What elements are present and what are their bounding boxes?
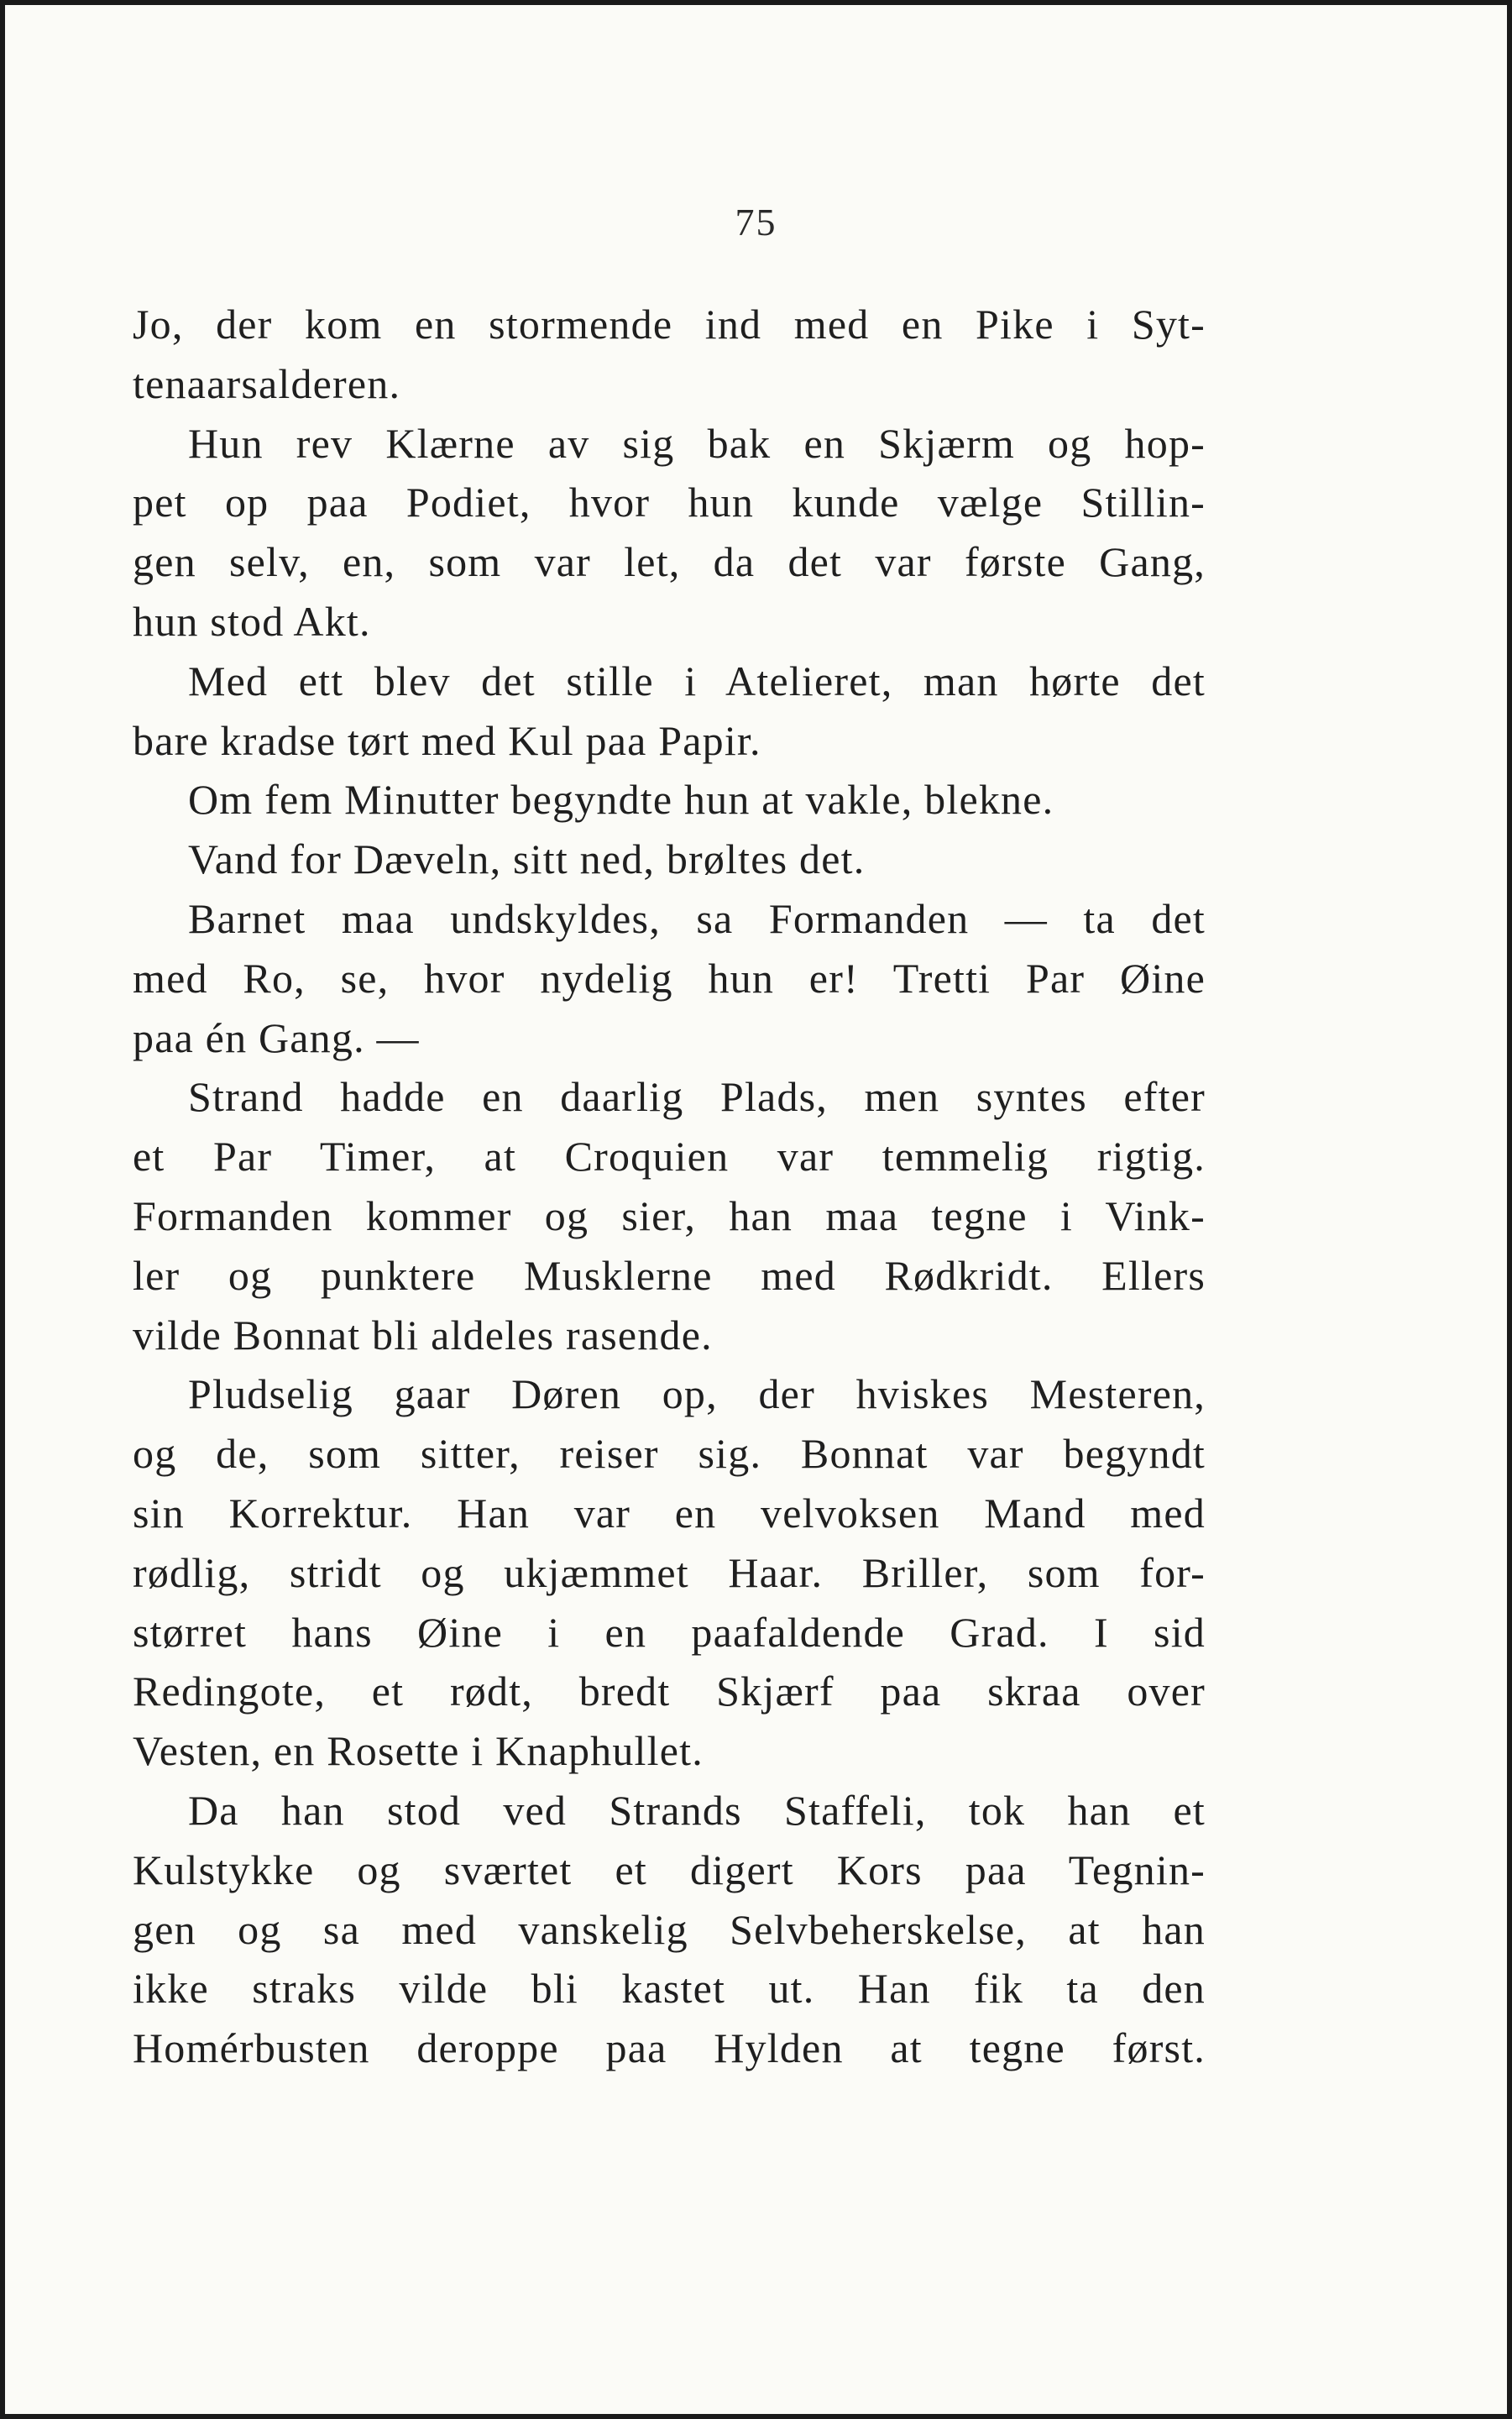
text-line: Homérbusten deroppe paa Hylden at tegne først. <box>133 2024 1206 2072</box>
text-line: bare kradse tørt med Kul paa Papir. <box>133 716 761 764</box>
text-line: med Ro, se, hvor nydelig hun er! Tretti Par Øine <box>133 954 1206 1002</box>
text-line: Redingote, et rødt, bredt Skjærf paa skraa over <box>133 1668 1206 1715</box>
text-line: Formanden kommer og sier, han maa tegne i Vink- <box>133 1191 1206 1239</box>
text-line: ikke straks vilde bli kastet ut. Han fik ta den <box>133 1965 1206 2013</box>
text-line: Pludselig gaar Døren op, der hviskes Mesteren, <box>188 1370 1206 1418</box>
text-line: størret hans Øine i en paafaldende Grad. I sid <box>133 1608 1206 1656</box>
book-page <box>5 5 1507 2414</box>
text-line: hun stod Akt. <box>133 597 371 645</box>
text-line: Kulstykke og sværtet et digert Kors paa Tegnin- <box>133 1846 1206 1893</box>
text-line: paa én Gang. — <box>133 1013 420 1061</box>
text-line: Jo, der kom en stormende ind med en Pike i Syt- <box>133 301 1206 348</box>
text-line: gen selv, en, som var let, da det var første Gang, <box>133 538 1206 586</box>
text-line: tenaarsalderen. <box>133 359 401 407</box>
text-line: vilde Bonnat bli aldeles rasende. <box>133 1311 713 1359</box>
text-line: gen og sa med vanskelig Selvbeherskelse, at han <box>133 1905 1206 1953</box>
text-line: rødlig, stridt og ukjæmmet Haar. Briller, som for- <box>133 1548 1206 1596</box>
text-line: Strand hadde en daarlig Plads, men syntes efter <box>188 1073 1206 1121</box>
text-line: pet op paa Podiet, hvor hun kunde vælge Stillin- <box>133 479 1206 526</box>
text-line: Med ett blev det stille i Atelieret, man hørte det <box>188 657 1206 704</box>
text-line: et Par Timer, at Croquien var temmelig rigtig. <box>133 1133 1206 1181</box>
text-line: Vesten, en Rosette i Knaphullet. <box>133 1727 704 1775</box>
text-line: og de, som sitter, reiser sig. Bonnat var begyndt <box>133 1430 1206 1478</box>
text-line: ler og punktere Musklerne med Rødkridt. Ellers <box>133 1251 1206 1299</box>
text-line: Da han stod ved Strands Staffeli, tok han et <box>188 1786 1206 1834</box>
text-line: Vand for Dæveln, sitt ned, brøltes det. <box>188 835 866 883</box>
text-line: sin Korrektur. Han var en velvoksen Mand med <box>133 1489 1206 1537</box>
text-line: Barnet maa undskyldes, sa Formanden — ta det <box>188 894 1206 942</box>
body-text <box>133 295 1206 2078</box>
text-line: Om fem Minutter begyndte hun at vakle, blekne. <box>188 776 1054 824</box>
text-line: Hun rev Klærne av sig bak en Skjærm og hop- <box>188 419 1206 467</box>
page-number: 75 <box>735 201 777 243</box>
